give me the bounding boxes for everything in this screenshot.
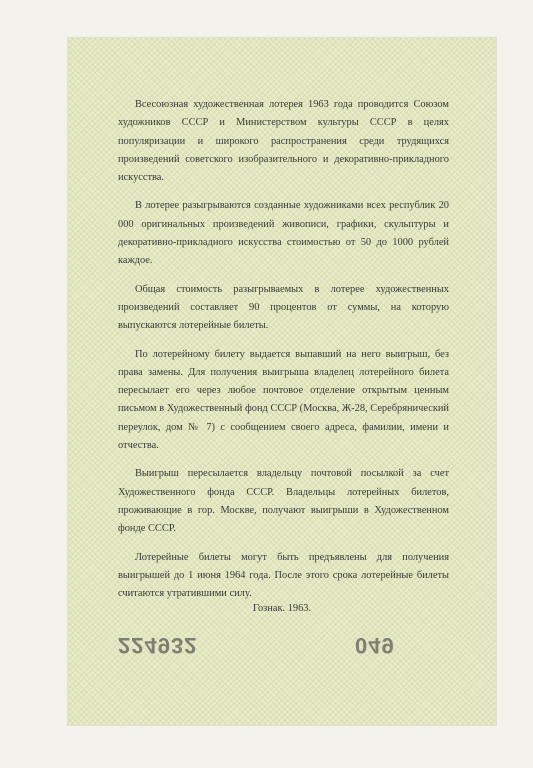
paragraph-4: По лотерейному билету выдается выпавший на него выигрыш, без права замены. Для получения выигрыша владелец лотерейного билета пересылает его через любое почтовое отделение открытым ценным письмом в Художественный фонд СССР (Москва, Ж-28, Серебрянический переулок, дом № 7) с сообщением своего адреса, фамилии, имени и отчества. [118,348,449,452]
ticket-number-mirrored: 224932 [118,633,198,658]
paragraph-1: Всесоюзная художественная лотерея 1963 года проводится Союзом художников СССР и Министерством культуры СССР в целях популяризации и широкого распространения среди трудящихся произведений советского изобразительного и декоративно-прикладного искусства. [118,99,449,184]
series-number-mirrored: 049 [355,633,395,658]
paragraph-5: Выигрыш пересылается владельцу почтовой посылкой за счет Художественного фонда СССР. Владельцы лотерейных билетов, проживающие в гор. Москве, получают выигрыши в Художественном фонде СССР. [118,468,449,535]
printer-imprint: Гознак. 1963. [252,603,312,614]
paragraph-2: В лотерее разыгрываются созданные художниками всех республик 20 000 оригинальных произведений живописи, графики, скульптуры и декоративно-прикладного искусства стоимостью от 50 до 1000 рублей каждое. [118,200,449,267]
paragraph-6: Лотерейные билеты могут быть предъявлены для получения выигрышей до 1 июня 1964 года. После этого срока лотерейные билеты считаются утратившими силу. [118,551,449,600]
ticket-terms-text [118,96,449,613]
paragraph-3: Общая стоимость разыгрываемых в лотерее художественных произведений составляет 90 процентов от суммы, на которую выпускаются лотерейные билеты. [118,283,449,332]
lottery-ticket-back [68,38,496,725]
